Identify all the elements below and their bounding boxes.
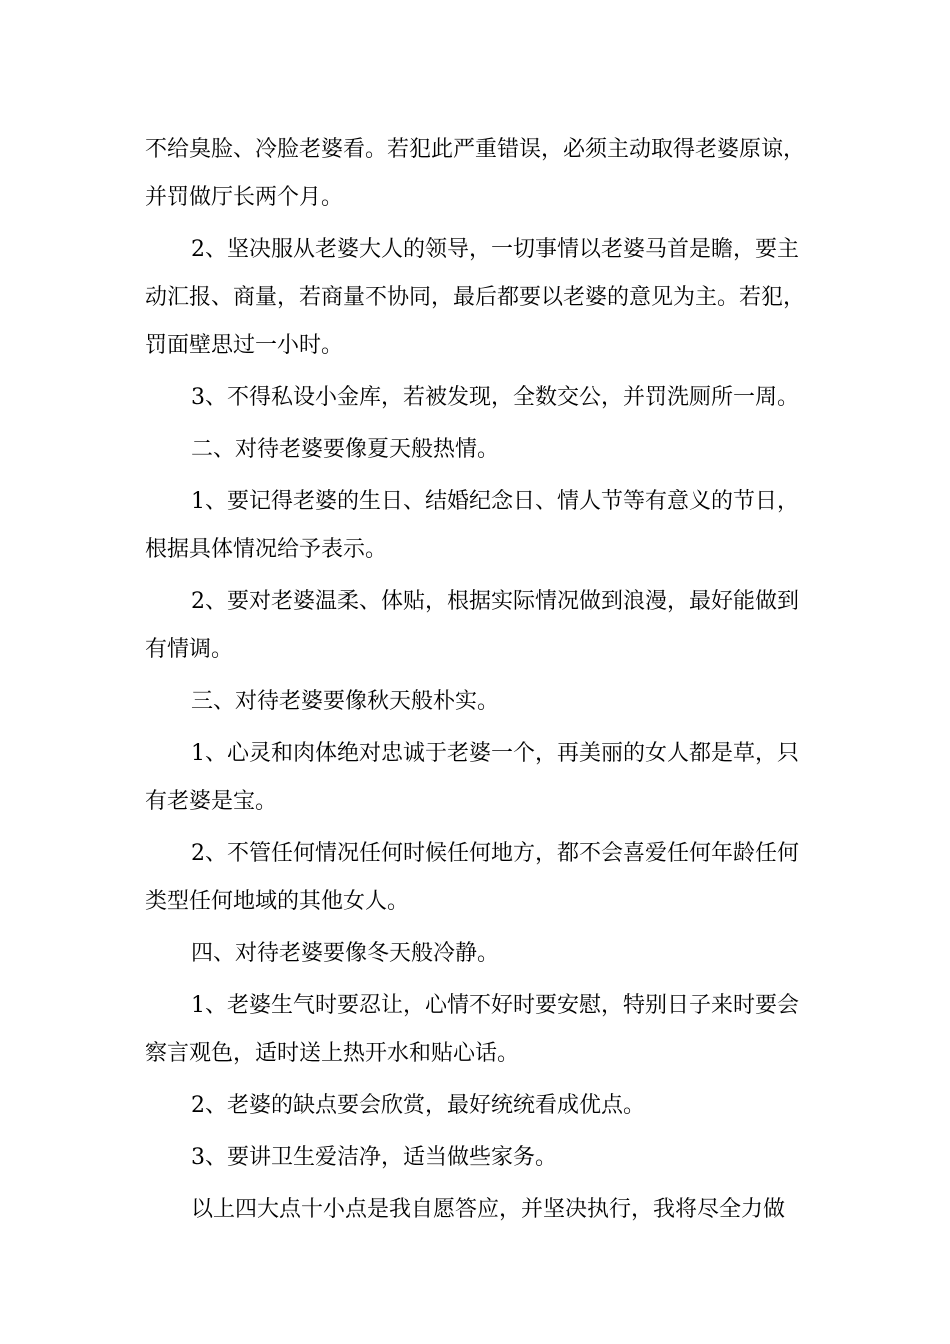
text-line-20: 2、老婆的缺点要会欣赏，最好统统看成优点。 — [191, 1093, 645, 1118]
text-line-4: 动汇报、商量，若商量不协同，最后都要以老婆的意见为主。若犯， — [145, 285, 806, 310]
text-line-5: 罚面壁思过一小时。 — [145, 333, 344, 358]
text-line-8: 1、要记得老婆的生日、结婚纪念日、情人节等有意义的节日， — [191, 489, 799, 514]
text-line-1: 不给臭脸、冷脸老婆看。若犯此严重错误，必须主动取得老婆原谅， — [145, 137, 806, 162]
text-line-10: 2、要对老婆温柔、体贴，根据实际情况做到浪漫，最好能做到 — [191, 589, 799, 614]
text-line-14: 有老婆是宝。 — [145, 789, 278, 814]
section-heading-4: 四、对待老婆要像冬天般冷静。 — [191, 941, 500, 966]
text-line-19: 察言观色，适时送上热开水和贴心话。 — [145, 1041, 520, 1066]
text-line-9: 根据具体情况给予表示。 — [145, 537, 388, 562]
text-line-16: 类型任何地域的其他女人。 — [145, 889, 410, 914]
text-line-11: 有情调。 — [145, 637, 234, 662]
section-heading-3: 三、对待老婆要像秋天般朴实。 — [191, 689, 500, 714]
document-body — [145, 126, 825, 1234]
text-line-3: 2、坚决服从老婆大人的领导，一切事情以老婆马首是瞻，要主 — [191, 237, 799, 262]
text-line-6: 3、不得私设小金库，若被发现，全数交公，并罚洗厕所一周。 — [191, 385, 799, 410]
text-line-21: 3、要讲卫生爱洁净，适当做些家务。 — [191, 1145, 557, 1170]
text-line-18: 1、老婆生气时要忍让，心情不好时要安慰，特别日子来时要会 — [191, 993, 799, 1018]
text-line-15: 2、不管任何情况任何时候任何地方，都不会喜爱任何年龄任何 — [191, 841, 799, 866]
text-line-22: 以上四大点十小点是我自愿答应，并坚决执行，我将尽全力做 — [191, 1197, 786, 1222]
text-line-13: 1、心灵和肉体绝对忠诚于老婆一个，再美丽的女人都是草，只 — [191, 741, 799, 766]
text-line-2: 并罚做厅长两个月。 — [145, 185, 344, 210]
section-heading-2: 二、对待老婆要像夏天般热情。 — [191, 437, 500, 462]
